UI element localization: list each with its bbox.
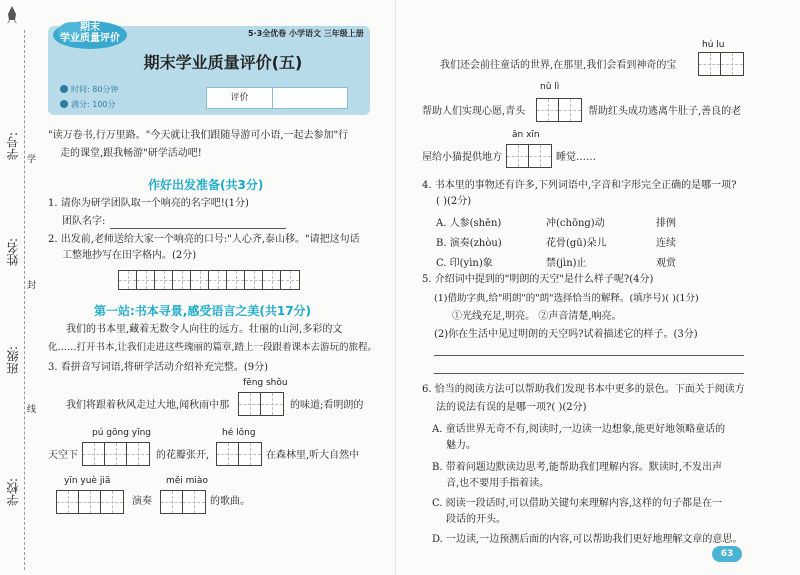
- q6-option-b[interactable]: B. 带着问题边默读边思考,能帮助我们理解内容。默读时,不发出声: [432, 462, 723, 473]
- q6-stem-line-2: 法的说法有误的是哪一项?( )(2分): [436, 402, 587, 413]
- q6-option-d[interactable]: D. 一边读,一边预测后面的内容,可以帮助我们更好地理解文章的意思。: [432, 534, 743, 545]
- q5-answer-line-1[interactable]: [434, 355, 744, 356]
- pinyin-hulu: hú lu: [702, 40, 725, 50]
- binding-strip: [0, 0, 40, 575]
- answer-box-helong[interactable]: [216, 442, 262, 466]
- passage-line-2: 化……打开书本,让我们走进这些瑰丽的篇章,踏上一段跟着课本去游玩的旅程。: [48, 342, 378, 353]
- answer-box-meimiao[interactable]: [160, 490, 206, 514]
- intro-line-2: 走的课堂,跟我畅游"研学活动吧!: [60, 148, 202, 159]
- team-name-input[interactable]: [110, 228, 286, 229]
- q4-option-b-word3: 连续: [656, 238, 676, 249]
- q3-sentence-1a: 我们将跟着秋风走过大地,闻秋雨中那: [66, 400, 230, 411]
- passage-line-1: 我们的书本里,藏着无数令人向往的远方。壮丽的山河,多彩的文: [66, 324, 343, 335]
- q4-option-a[interactable]: A. 人参(shēn): [436, 218, 502, 229]
- q5-stem: 5. 介绍词中提到的"明朗的天空"是什么样子呢?(4分): [422, 274, 654, 285]
- q4-option-a-word2: 冲(chōng)动: [546, 218, 605, 229]
- score-box: [206, 87, 348, 109]
- right-line-1: 我们还会前往童话的世界,在那里,我们会看到神奇的宝: [440, 60, 677, 71]
- q3-sentence-3b: 的歌曲。: [210, 496, 250, 507]
- seal-mark-xian: 线: [27, 405, 37, 415]
- q4-stem-line-2: ( )(2分): [436, 196, 472, 207]
- pinyin-helong: hé lǒng: [222, 428, 256, 438]
- seal-mark-feng: 封: [27, 281, 37, 291]
- right-line-3b: 睡觉……: [556, 152, 596, 163]
- q6-option-a-cont: 魅力。: [446, 440, 476, 451]
- q2-stem-line-2: 工整地抄写在田字格内。(2分): [62, 250, 197, 261]
- full-score-info: 满分: 100分: [60, 99, 116, 110]
- right-line-3a: 屋给小猫提供地方: [422, 152, 502, 163]
- q3-sentence-3a: 演奏: [132, 496, 152, 507]
- q4-stem-line-1: 4. 书本里的事物还有许多,下列词语中,字音和字形完全正确的是哪一项?: [422, 180, 737, 191]
- answer-box-nuli[interactable]: [536, 98, 582, 122]
- q4-option-b[interactable]: B. 演奏(zhòu): [436, 238, 502, 249]
- name-label: 姓名:: [6, 238, 20, 267]
- student-id-label: 学号:: [6, 132, 20, 161]
- score-value-field[interactable]: [273, 88, 347, 108]
- answer-box-anxin[interactable]: [506, 144, 552, 168]
- class-label: 班级:: [6, 346, 20, 375]
- pinyin-fengshou: fēng shōu: [243, 378, 288, 388]
- right-line-2a: 帮助人们实现心愿,青头: [422, 106, 526, 117]
- q1-stem: 1. 请你为研学团队取一个响亮的名字吧!(1分): [48, 198, 249, 209]
- pinyin-yinyuejia: yīn yuè jiā: [64, 476, 111, 486]
- answer-box-fengshou[interactable]: [238, 392, 284, 416]
- answer-box-yinyuejia[interactable]: [56, 490, 124, 514]
- q6-option-c[interactable]: C. 阅读一段话时,可以借助关键句来理解内容,这样的句子都是在一: [432, 498, 723, 509]
- score-icon: [60, 100, 68, 108]
- q3-sentence-2a: 天空下: [48, 450, 78, 461]
- page-title: 期末学业质量评价(五): [143, 53, 303, 72]
- q5-answer-line-2[interactable]: [434, 373, 744, 374]
- q6-stem-line-1: 6. 恰当的阅读方法可以帮助我们发现书本中更多的景色。下面关于阅读方: [422, 384, 745, 395]
- q5-sub1: (1)借助字典,给"明朗"的"朗"选择恰当的解释。(填序号)( )(1分): [434, 293, 699, 304]
- page-fold: [395, 0, 396, 575]
- badge-text: 期末 学业质量评价: [60, 22, 120, 44]
- clock-icon: [60, 85, 68, 93]
- q4-option-b-word2: 花骨(gū)朵儿: [546, 238, 607, 249]
- pinyin-meimiao: měi miào: [166, 476, 208, 486]
- q3-sentence-2b: 的花瓣张开,: [156, 450, 210, 461]
- seal-mark-xue: 学: [27, 155, 37, 165]
- page-number: 63: [712, 546, 742, 562]
- q1-team-label: 团队名字:: [62, 216, 106, 227]
- q6-option-c-cont: 段话的开头。: [446, 514, 506, 525]
- intro-line-1: "读万卷书,行万里路。"今天就让我们跟随导游可小语,一起去参加"行: [48, 130, 349, 141]
- q5-sub2: (2)你在生活中见过明朗的天空吗?试着描述它的样子。(3分): [434, 329, 698, 340]
- cut-line: [24, 30, 25, 570]
- answer-box-hulu[interactable]: [698, 52, 744, 76]
- q4-option-c-word2: 禁(jìn)止: [546, 258, 587, 269]
- pinyin-pugongying: pú gōng yīng: [92, 428, 152, 438]
- q6-option-b-cont: 音,也不要用手指着读。: [446, 478, 550, 489]
- q4-option-c-word3: 观赏: [656, 258, 676, 269]
- pinyin-nuli: nǔ lì: [540, 82, 560, 92]
- pinyin-anxin: ān xīn: [512, 130, 540, 140]
- q4-option-c[interactable]: C. 印(yìn)象: [436, 258, 493, 269]
- q5-sub1-options: ①光线充足,明亮。 ②声音清楚,响亮。: [452, 311, 622, 322]
- copy-grid[interactable]: [118, 270, 300, 290]
- answer-box-pugongying[interactable]: [82, 442, 150, 466]
- q3-sentence-1b: 的味道;看明朗的: [290, 400, 364, 411]
- q2-stem-line-1: 2. 出发前,老师送给大家一个响亮的口号:"人心齐,泰山移。"请把这句话: [48, 234, 360, 245]
- time-info: 时间: 80分钟: [60, 84, 118, 95]
- q3-sentence-2c: 在森林里,听大自然中: [266, 450, 360, 461]
- section-stop1-heading: 第一站:书本寻景,感受语言之美(共17分): [94, 304, 312, 318]
- q4-option-a-word3: 排例: [656, 218, 676, 229]
- right-line-2b: 帮助红头成功逃离牛肚子,善良的老: [588, 106, 742, 117]
- q3-stem: 3. 看拼音写词语,将研学活动介绍补充完整。(9分): [48, 362, 269, 373]
- school-label: 学校:: [6, 478, 20, 507]
- q6-option-a[interactable]: A. 童话世界无奇不有,阅读时,一边读一边想象,能更好地领略童话的: [432, 424, 726, 435]
- series-label: 5·3全优卷 小学语文 三年级上册: [248, 29, 364, 38]
- score-label: 评价: [207, 88, 273, 108]
- rocket-icon: [6, 6, 18, 24]
- section-prep-heading: 作好出发准备(共3分): [148, 178, 264, 192]
